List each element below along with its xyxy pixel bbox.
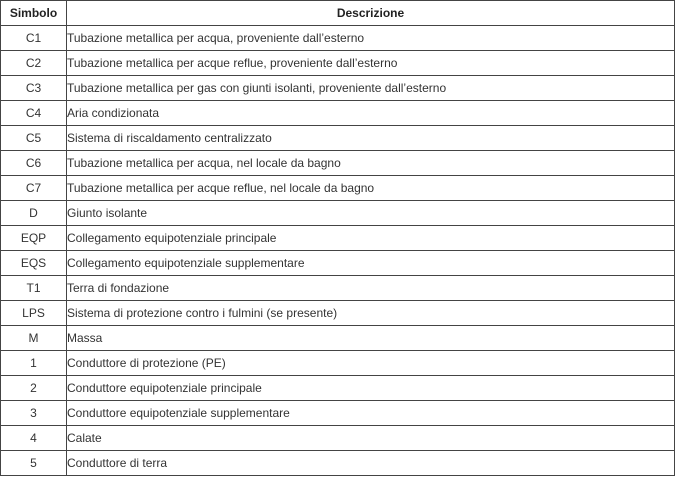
table-row [1, 101, 675, 126]
legend-table-body [1, 26, 675, 476]
description-cell: Sistema di protezione contro i fulmini (se presente) [67, 301, 675, 326]
header-row [1, 1, 675, 26]
table-row [1, 276, 675, 301]
symbol-cell: C1 [1, 26, 67, 51]
table-row [1, 226, 675, 251]
description-cell: Sistema di riscaldamento centralizzato [67, 126, 675, 151]
description-cell: Tubazione metallica per acqua, proveniente dall’esterno [67, 26, 675, 51]
symbol-cell: 1 [1, 351, 67, 376]
symbol-cell: EQS [1, 251, 67, 276]
table-row [1, 351, 675, 376]
description-cell: Aria condizionata [67, 101, 675, 126]
table-row [1, 176, 675, 201]
description-cell: Conduttore di terra [67, 451, 675, 476]
description-cell: Conduttore di protezione (PE) [67, 351, 675, 376]
description-cell: Collegamento equipotenziale supplementare [67, 251, 675, 276]
description-cell: Giunto isolante [67, 201, 675, 226]
symbol-cell: C3 [1, 76, 67, 101]
description-cell: Tubazione metallica per acque reflue, proveniente dall’esterno [67, 51, 675, 76]
symbol-cell: C6 [1, 151, 67, 176]
description-cell: Massa [67, 326, 675, 351]
table-row [1, 326, 675, 351]
table-row [1, 126, 675, 151]
table-row [1, 151, 675, 176]
description-cell: Tubazione metallica per acqua, nel locale da bagno [67, 151, 675, 176]
symbol-cell: EQP [1, 226, 67, 251]
symbol-column-header: Simbolo [1, 1, 67, 26]
description-cell: Tubazione metallica per acque reflue, nel locale da bagno [67, 176, 675, 201]
symbol-cell: C5 [1, 126, 67, 151]
description-column-header: Descrizione [67, 1, 675, 26]
table-row [1, 76, 675, 101]
description-cell: Conduttore equipotenziale principale [67, 376, 675, 401]
table-row [1, 26, 675, 51]
symbol-cell: 3 [1, 401, 67, 426]
symbol-cell: C7 [1, 176, 67, 201]
table-row [1, 201, 675, 226]
symbol-cell: D [1, 201, 67, 226]
table-row [1, 51, 675, 76]
table-row [1, 301, 675, 326]
description-cell: Tubazione metallica per gas con giunti isolanti, proveniente dall’esterno [67, 76, 675, 101]
table-row [1, 251, 675, 276]
description-cell: Terra di fondazione [67, 276, 675, 301]
description-cell: Collegamento equipotenziale principale [67, 226, 675, 251]
description-cell: Conduttore equipotenziale supplementare [67, 401, 675, 426]
symbol-cell: LPS [1, 301, 67, 326]
symbol-cell: 5 [1, 451, 67, 476]
description-cell: Calate [67, 426, 675, 451]
symbol-cell: 4 [1, 426, 67, 451]
table-row [1, 426, 675, 451]
symbol-cell: T1 [1, 276, 67, 301]
symbol-cell: 2 [1, 376, 67, 401]
table-row [1, 451, 675, 476]
symbol-cell: M [1, 326, 67, 351]
table-row [1, 376, 675, 401]
symbol-cell: C2 [1, 51, 67, 76]
table-row [1, 401, 675, 426]
symbol-cell: C4 [1, 101, 67, 126]
